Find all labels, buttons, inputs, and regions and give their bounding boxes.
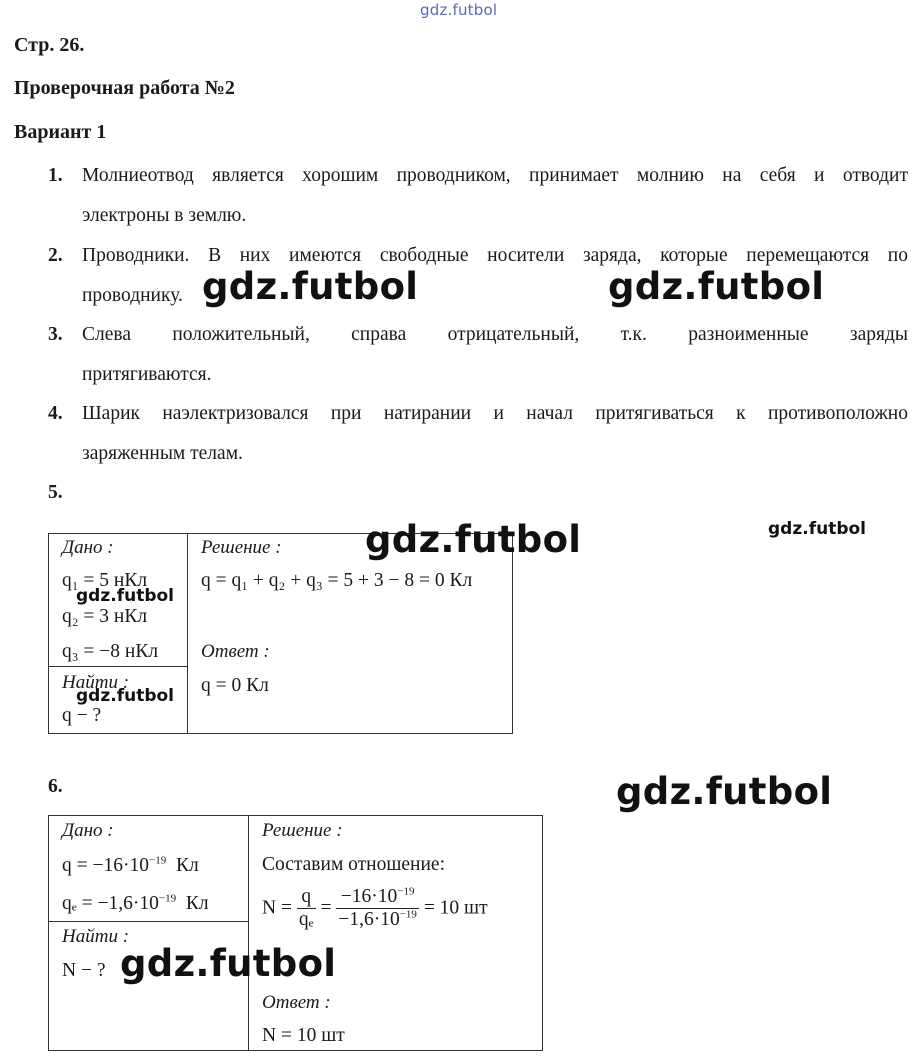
fraction-denominator-value bbox=[336, 908, 419, 931]
task5-divider-horizontal bbox=[48, 666, 188, 667]
given-1-unit: Кл bbox=[175, 855, 199, 876]
task6-solution-intro: Составим отношение: bbox=[262, 854, 445, 875]
variant-title: Вариант 1 bbox=[14, 121, 107, 143]
task5-answer-label: Ответ : bbox=[201, 641, 270, 662]
task6-solution-label: Решение : bbox=[262, 820, 343, 841]
given-1-exponent: −19 bbox=[149, 854, 167, 867]
denominator-mantissa: −1,6·10 bbox=[338, 909, 400, 930]
item-text-line: электроны в землю. bbox=[82, 205, 247, 226]
task5-given-2: q₂ = 3 нКл bbox=[62, 606, 148, 627]
task6-find: N − ? bbox=[62, 960, 106, 981]
fraction-q-over-qe bbox=[297, 886, 316, 931]
task6-answer: N = 10 шт bbox=[262, 1025, 345, 1046]
task5-given-3: q₃ = −8 нКл bbox=[62, 641, 159, 662]
task6-given-label: Дано : bbox=[62, 820, 114, 841]
task5-find-label: Найти : bbox=[62, 672, 130, 693]
task5-answer: q = 0 Кл bbox=[201, 675, 269, 696]
item-number: 2. bbox=[48, 245, 63, 266]
watermark: gdz.futbol bbox=[120, 942, 337, 985]
page-reference: Стр. 26. bbox=[14, 34, 85, 56]
fraction-values bbox=[336, 886, 419, 931]
task5-solution-label: Решение : bbox=[201, 537, 282, 558]
task6-find-label: Найти : bbox=[62, 926, 130, 947]
given-2-unit: Кл bbox=[185, 893, 209, 914]
item-text-line: Молниеотвод является хорошим проводником, принимает молнию на себя и отводит bbox=[82, 165, 908, 186]
work-title: Проверочная работа №2 bbox=[14, 77, 235, 99]
task6-given-2 bbox=[62, 893, 209, 915]
watermark: gdz.futbol bbox=[616, 770, 833, 813]
watermark-top: gdz.futbol bbox=[420, 1, 498, 19]
numerator-mantissa: −16·10 bbox=[340, 886, 398, 907]
task6-given-1 bbox=[62, 855, 199, 877]
task5-number: 5. bbox=[48, 482, 63, 503]
task5-solution: q = q₁ + q₂ + q₃ = 5 + 3 − 8 = 0 Кл bbox=[201, 570, 473, 591]
item-number: 3. bbox=[48, 324, 63, 345]
watermark: gdz.futbol bbox=[76, 686, 174, 706]
item-text-line: проводнику. bbox=[82, 285, 183, 306]
item-text-line: притягиваются. bbox=[82, 364, 212, 385]
task6-answer-label: Ответ : bbox=[262, 992, 331, 1013]
task6-divider-vertical bbox=[248, 815, 249, 1051]
watermark: gdz.futbol bbox=[768, 519, 866, 539]
item-number: 4. bbox=[48, 403, 63, 424]
formula-result: = 10 шт bbox=[423, 897, 488, 919]
watermark: gdz.futbol bbox=[365, 518, 582, 561]
task5-given-label: Дано : bbox=[62, 537, 114, 558]
given-1-value: q = −16·10 bbox=[62, 855, 149, 876]
item-text-line: Шарик наэлектризовался при натирании и начал притягиваться к противоположно bbox=[82, 403, 908, 424]
task5-find: q − ? bbox=[62, 705, 102, 726]
task6-number: 6. bbox=[48, 776, 63, 797]
given-2-exponent: −19 bbox=[158, 892, 177, 905]
watermark: gdz.futbol bbox=[202, 265, 419, 308]
watermark: gdz.futbol bbox=[608, 265, 825, 308]
fraction-numerator: q bbox=[301, 886, 312, 907]
fraction-denominator: qₑ bbox=[298, 909, 314, 930]
fraction-numerator-value bbox=[336, 886, 419, 908]
task5-divider-vertical bbox=[187, 533, 188, 734]
equals-sign: = bbox=[320, 897, 332, 919]
task5-given-1: q₁ = 5 нКл bbox=[62, 570, 148, 591]
task6-formula bbox=[262, 886, 488, 931]
numerator-exponent: −19 bbox=[397, 885, 415, 898]
formula-lhs: N = bbox=[262, 897, 292, 919]
given-2-value: qₑ = −1,6·10 bbox=[62, 893, 159, 914]
item-number: 1. bbox=[48, 165, 63, 186]
item-text-line: заряженным телам. bbox=[82, 443, 243, 464]
item-text-line: Проводники. В них имеются свободные носители заряда, которые перемещаются по bbox=[82, 245, 908, 266]
denominator-exponent: −19 bbox=[399, 908, 417, 921]
item-text-line: Слева положительный, справа отрицательный, т.к. разноименные заряды bbox=[82, 324, 908, 345]
watermark: gdz.futbol bbox=[76, 586, 174, 606]
task6-divider-horizontal bbox=[48, 921, 249, 922]
